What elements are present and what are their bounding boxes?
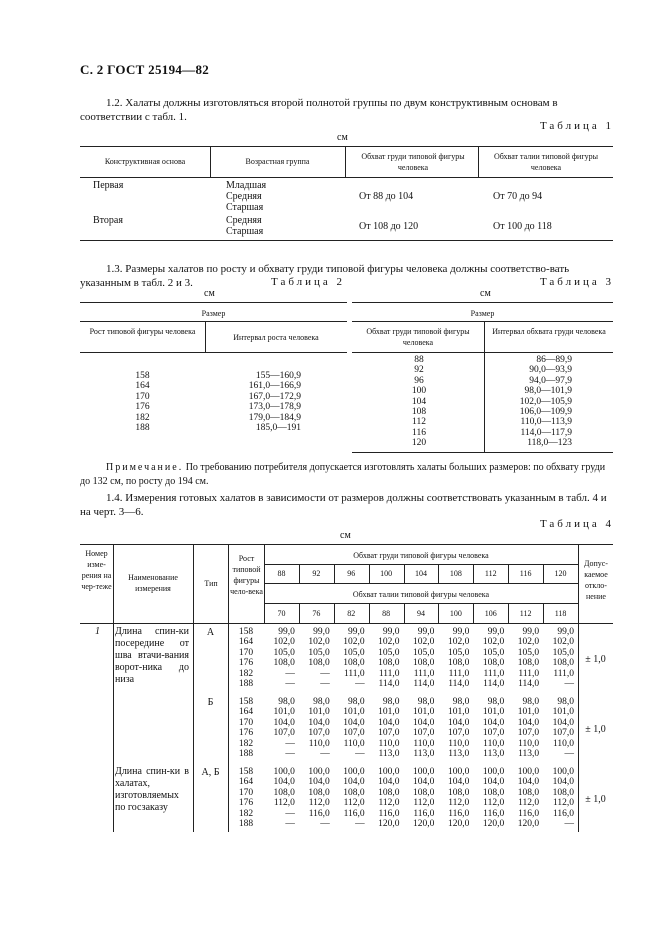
table4-subcol-divider [543,603,544,623]
table1-waist-second: От 100 до 118 [493,221,552,232]
table4-value-column: 98,0 101,0 104,0 107,0 110,0 113,0 [413,697,435,760]
table1-base-first: Первая [93,180,124,191]
table1-header-waist: Обхват талии типовой фигуры человека [493,152,598,172]
table3-group-rule [352,321,613,322]
table4-value-column: 100,0 104,0 108,0 112,0 116,0 120,0 [378,767,400,830]
table4-waist-value: 70 [277,609,286,618]
table4-tolerance: ± 1,0 [585,654,606,665]
table4-header-chest: Обхват груди типовой фигуры человека [353,551,489,560]
table4-chest-value: 120 [554,569,567,578]
table4-subcol-divider [404,603,405,623]
table4-value-column: 99,0 102,0 105,0 108,0 111,0 114,0 [482,627,505,690]
table4-waist-value: 82 [347,609,356,618]
table4-measure-name-1: Длина спин-ки посередине от шва втачи-вания ворот-ника до низа [115,626,189,685]
table3-group-header: Размер [470,309,495,318]
table1-ages-first: Младшая Средняя Старшая [226,180,267,213]
table4-value-column: 98,0 101,0 104,0 107,0 110,0 113,0 [482,697,505,760]
table4-value-column: 98,0 101,0 104,0 107,0 110,0 113,0 [447,697,470,760]
note [80,461,613,489]
table4-chest-group-rule [264,564,578,565]
table1-header-base: Конструктивная основа [104,157,186,166]
table3-bottom-rule [352,452,613,453]
table4-header-rule [80,623,613,624]
table4-measure-name-2: Длина спин-ки в халатах, изготовляемых по госзаказу [115,766,189,813]
table4-subcol-divider [404,564,405,583]
table1-header-chest: Обхват груди типовой фигуры человека [361,152,465,172]
table4-value-column: 98,0 101,0 104,0 107,0 110,0 113,0 [378,697,400,760]
table4-type: А, Б [201,767,220,778]
table4-chest-value: 108 [449,569,462,578]
table4-value-column: 99,0 102,0 105,0 108,0 111,0 114,0 [447,627,470,690]
table4-subcol-divider [438,564,439,583]
table4-type: Б [207,697,214,708]
page-header: С. 2 ГОСТ 25194—82 [80,62,210,77]
table4-subcol-divider [369,564,370,583]
table3-chests: 88 92 96 100 104 108 112 116 120 [411,355,427,449]
table4-value-column: 98,0 101,0 104,0 107,0 110,0 113,0 [517,697,540,760]
table4-value-column: 99,0 102,0 105,0 108,0 111,0 114,0 [517,627,540,690]
table1-caption: Таблица 1 [539,120,614,132]
table4-header-waist: Обхват талии типовой фигуры человека [352,590,490,599]
table4-waist-value: 118 [554,609,567,618]
table4-value-column: 99,0 102,0 105,0 108,0 111,0 — [552,627,574,690]
table4-tolerance: ± 1,0 [585,724,606,735]
table4-subcol-divider [334,564,335,583]
table4-waist-value: 76 [312,609,321,618]
table4-value-column: 99,0 102,0 105,0 108,0 111,0 114,0 [413,627,435,690]
table4-value-column: 100,0 104,0 108,0 112,0 116,0 — [308,767,330,830]
table4-value-column: 99,0 102,0 105,0 108,0 — — [308,627,330,690]
table2-group-header: Размер [201,309,226,318]
table1-base-second: Вторая [93,215,123,226]
table4-value-column: 99,0 102,0 105,0 108,0 111,0 114,0 [378,627,400,690]
table4-measure-number: 1 [95,626,100,637]
table4-waist-value: 106 [484,609,497,618]
table4-heights: 158 164 170 176 182 188 [238,697,254,760]
table1-bottom-rule [80,240,613,241]
table4-subcol-divider [473,603,474,623]
table4-chest-value: 92 [312,569,321,578]
table4-value-column: 100,0 104,0 108,0 112,0 116,0 120,0 [482,767,505,830]
table4-chest-value: 88 [277,569,286,578]
table4-value-column: 98,0 101,0 104,0 107,0 110,0 — [308,697,330,760]
table1-col-divider [345,146,346,177]
table4-subcol-divider [334,603,335,623]
table3-header-interval: Интервал обхвата груди человека [492,327,606,336]
table4-subcol-divider [299,564,300,583]
table1-chest-first: От 88 до 104 [359,191,414,202]
note-label: Примечание. [106,462,184,473]
table4-waist-value: 100 [449,609,462,618]
table4-value-column: 100,0 104,0 108,0 112,0 116,0 120,0 [517,767,540,830]
table2-group-rule [80,321,347,322]
table4-waist-value: 94 [416,609,425,618]
table4-subcol-divider [543,564,544,583]
table4-value-column: 100,0 104,0 108,0 112,0 116,0 120,0 [447,767,470,830]
table4-value-column: 100,0 104,0 108,0 112,0 116,0 120,0 [413,767,435,830]
note-text: По требованию потребителя допускается изготовлять халаты больших размеров: по обхвату груди до 132 см, по росту до 194 см. [80,462,606,487]
table4-value-column: 98,0 101,0 104,0 107,0 — — [273,697,295,760]
table4-col-divider [113,544,114,832]
table4-header-height: Рост типовой фигуры чело-века [230,554,263,596]
table4-value-column: 100,0 104,0 108,0 112,0 116,0 — [343,767,365,830]
table4-caption: Таблица 4 [539,518,614,530]
table4-subcol-divider [299,603,300,623]
table3-top-rule [352,302,613,303]
table2-header-interval: Интервал роста человека [233,333,319,342]
table1-unit: см [337,132,348,143]
table4-heights: 158 164 170 176 182 188 [238,627,254,690]
table4-chest-values-rule [264,583,578,584]
paragraph-1-2: 1.2. Халаты должны изготовляться второй полнотой группы по двум конструктивным основам в соответствии с табл. 1. [80,97,558,123]
table4-top-rule [80,544,613,545]
table3-caption: Таблица 3 [539,276,614,288]
table2-caption: Таблица 2 [271,276,346,288]
table3-unit: см [480,288,491,299]
table2-col-divider [205,321,206,352]
table3-header-rule [352,352,613,353]
table1-header-age: Возрастная группа [245,157,310,166]
table2-header-rule [80,352,347,353]
table4-value-column: 100,0 104,0 108,0 112,0 116,0 — [552,767,574,830]
table4-waist-group-rule [264,603,578,604]
table4-waist-value: 88 [382,609,391,618]
table4-heights: 158 164 170 176 182 188 [238,767,254,830]
table1-chest-second: От 108 до 120 [359,221,419,232]
table4-header-name: Наименование измерения [128,573,178,593]
table4-chest-value: 96 [347,569,356,578]
paragraph-1-3: 1.3. Размеры халатов по росту и обхвату груди типовой фигуры человека должны соответство-вать указанным в табл. 2 и 3. [80,263,570,289]
table4-header-tolerance: Допус-каемое откло-нение [584,559,608,601]
table2-heights: 158 164 170 176 182 188 [135,371,150,434]
table4-value-column: 99,0 102,0 105,0 108,0 — — [273,627,295,690]
table4-header-type: Тип [204,579,218,588]
table4-type: А [206,627,215,638]
table2-top-rule [80,302,347,303]
table4-subcol-divider [508,603,509,623]
table1-header-rule [80,177,613,178]
paragraph-1-4: 1.4. Измерения готовых халатов в зависимости от размеров должны соответствовать указанным в табл. 4 и на черт. 3—6. [80,492,607,518]
table4-value-column: 99,0 102,0 105,0 108,0 111,0 — [343,627,365,690]
table2-unit: см [204,288,215,299]
table4-subcol-divider [438,603,439,623]
table4-value-column: 100,0 104,0 108,0 112,0 — — [273,767,295,830]
table4-chest-value: 100 [380,569,393,578]
table3-header-chest: Обхват груди типовой фигуры человека [366,327,470,347]
table4-subcol-divider [369,603,370,623]
table3-intervals: 86—89,9 90,0—93,9 94,0—97,9 98,0—101,9 102,0—105,9 106,0—109,9 110,0—113,9 114,0—117,9 118,0—123 [519,355,572,449]
table1-top-rule [80,146,613,147]
table2-header-height: Рост типовой фигуры человека [89,327,196,336]
table4-unit: см [340,530,351,541]
table4-value-column: 98,0 101,0 104,0 107,0 110,0 — [552,697,574,760]
table1-col-divider [478,146,479,177]
table4-header-number: Номер изме-рения на чер-теже [81,549,112,591]
table4-value-column: 98,0 101,0 104,0 107,0 110,0 — [343,697,365,760]
table3-col-divider [484,321,485,452]
table4-tolerance: ± 1,0 [585,794,606,805]
table4-chest-value: 112 [484,569,497,578]
table4-subcol-divider [508,564,509,583]
table1-waist-first: От 70 до 94 [493,191,543,202]
table4-chest-value: 104 [414,569,427,578]
table2-intervals: 155—160,9 161,0—166,9 167,0—172,9 173,0—178,9 179,0—184,9 185,0—191 [248,371,301,434]
table1-ages-second: Средняя Старшая [226,215,264,237]
table4-waist-value: 112 [519,609,532,618]
table4-subcol-divider [473,564,474,583]
table4-chest-value: 116 [519,569,532,578]
